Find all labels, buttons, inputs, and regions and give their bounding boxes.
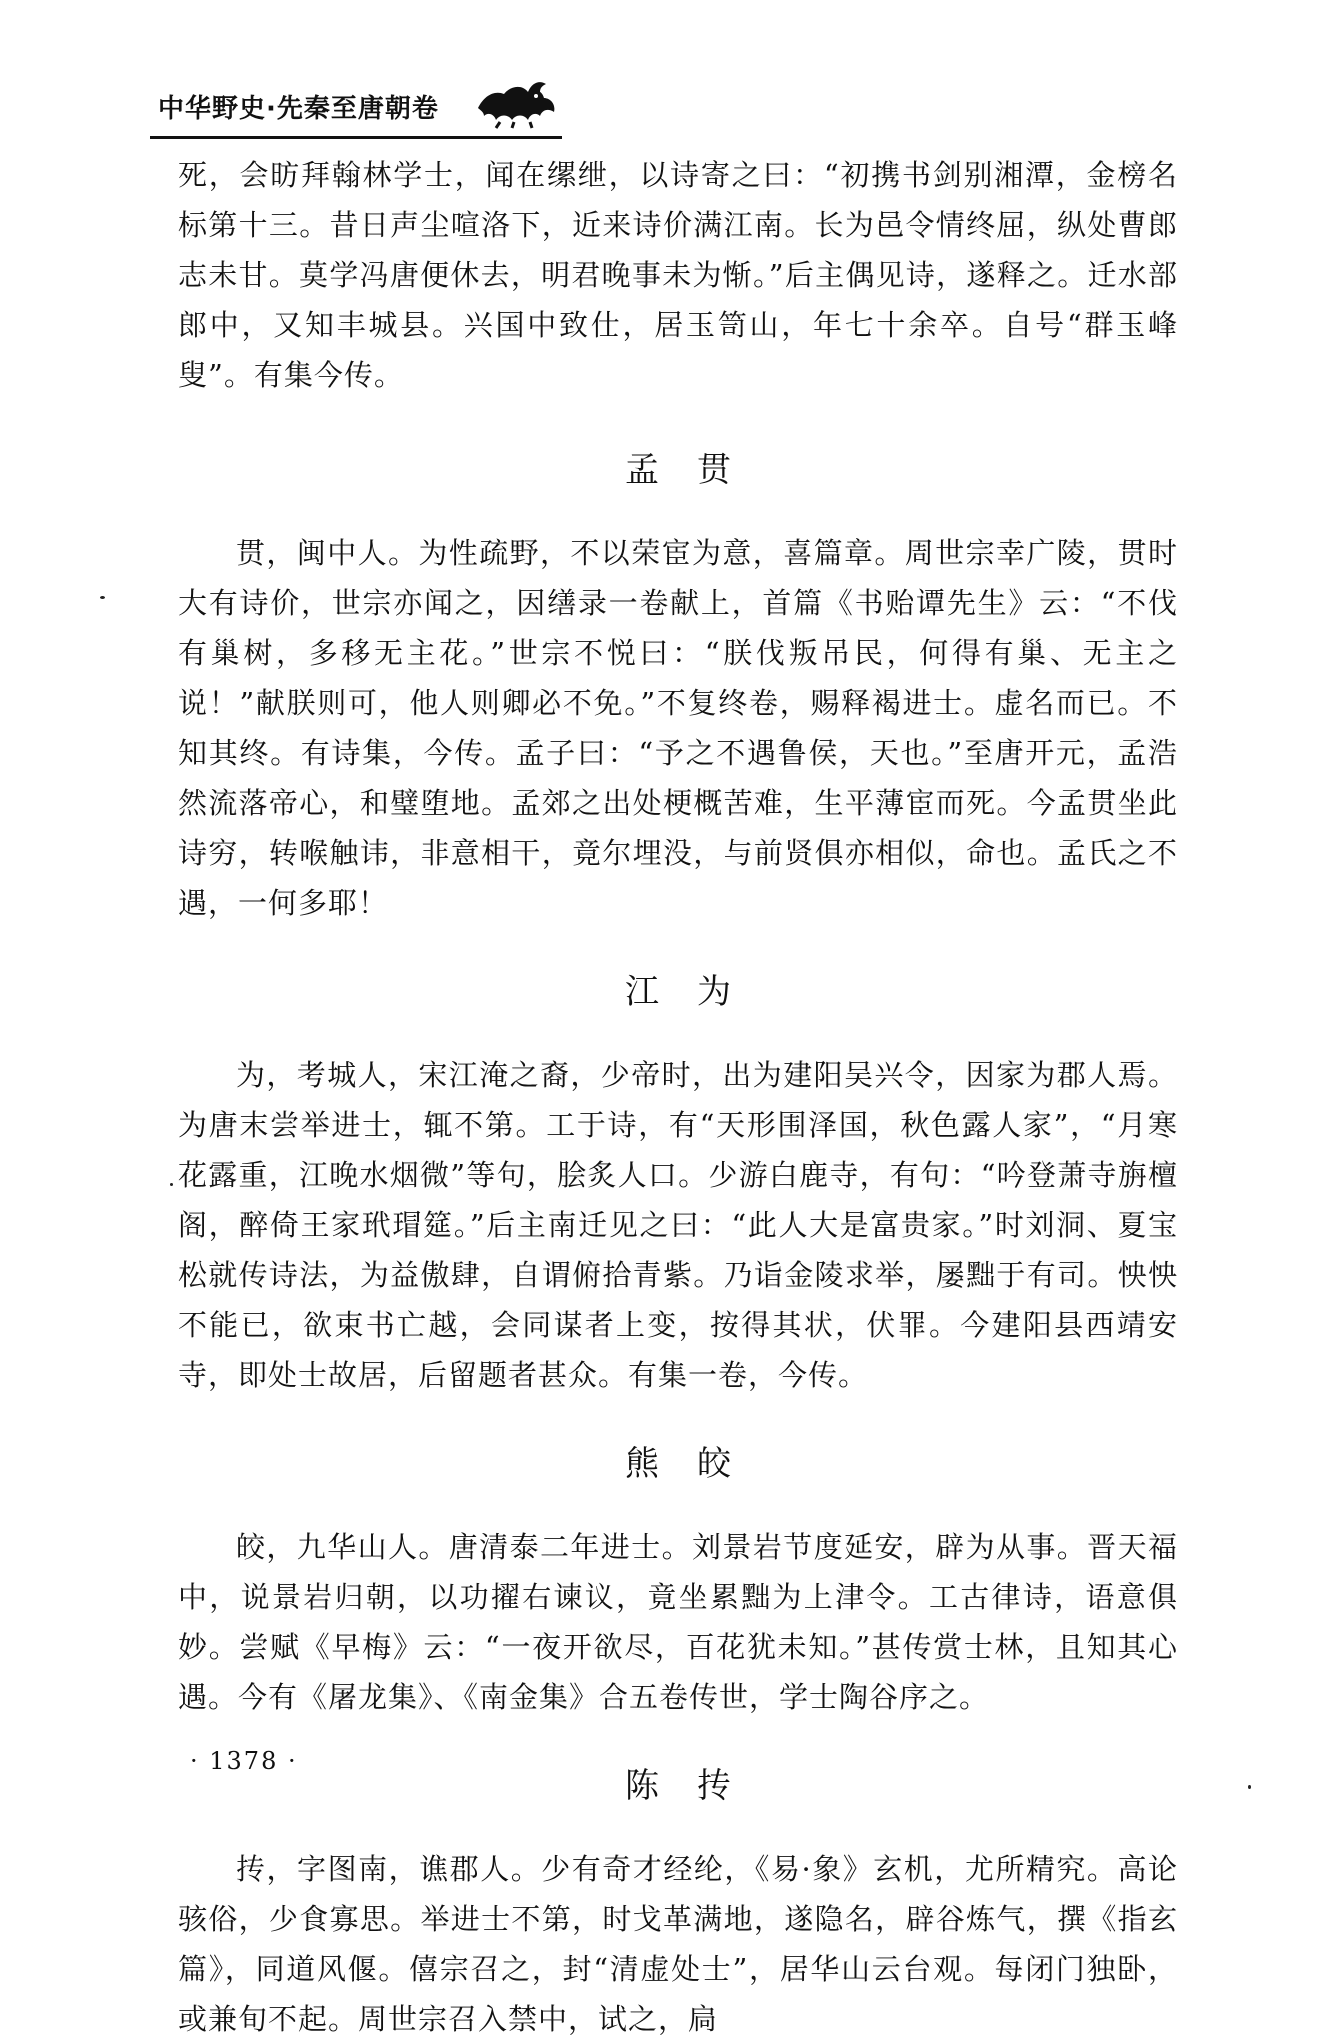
dragon-emblem-icon — [470, 78, 566, 130]
page-header — [150, 84, 560, 132]
page-content — [178, 150, 1178, 2044]
intro-paragraph: 死，会昉拜翰林学士，闻在缧绁，以诗寄之曰：“初携书剑别湘潭，金榜名标第十三。昔日声尘喧洛下，近来诗价满江南。长为邑令情终屈，纵处曹郎志未甘。莫学冯唐便休去，明君晚事未为惭。”后主偶见诗，遂释之。迁水部郎中，又知丰城县。兴国中致仕，居玉笥山，年七十余卒。自号“群玉峰叟”。有集今传。 — [178, 158, 1178, 392]
section-body: 贯，闽中人。为性疏野，不以荣宦为意，喜篇章。周世宗幸广陵，贯时大有诗价，世宗亦闻之，因缮录一卷献上，首篇《书贻谭先生》云：“不伐有巢树，多移无主花。”世宗不悦曰：“朕伐叛吊民，何得有巢、无主之说！”献朕则可，他人则卿必不免。”不复终卷，赐释褐进士。虚名而已。不知其终。有诗集，今传。孟子曰：“予之不遇鲁侯，天也。”至唐开元，孟浩然流落帝心，和璧堕地。孟郊之出处梗概苦难，生平薄宦而死。今孟贯坐此诗穷，转喉触讳，非意相干，竟尔埋没，与前贤俱亦相似，命也。孟氏之不遇，一何多耶！ — [178, 536, 1178, 920]
page-number: · 1378 · — [190, 1747, 298, 1775]
section-body: 为，考城人，宋江淹之裔，少帝时，出为建阳吴兴令，因家为郡人焉。为唐末尝举进士，辄不第。工于诗，有“天形围泽国，秋色露人家”，“月寒花露重，江晚水烟微”等句，脍炙人口。少游白鹿寺，有句：“吟登萧寺旃檀阁，醉倚王家玳瑁筵。”后主南迁见之曰：“此人大是富贵家。”时刘洞、夏宝松就传诗法，为益傲肆，自谓俯拾青紫。乃诣金陵求举，屡黜于有司。怏怏不能已，欲束书亡越，会同谋者上变，按得其状，伏罪。今建阳县西靖安寺，即处士故居，后留题者甚众。有集一卷，今传。 — [178, 1058, 1178, 1392]
section-body: 抟，字图南，谯郡人。少有奇才经纶，《易·象》玄机，尤所精究。高论骇俗，少食寡思。举进士不第，时戈革满地，遂隐名，辟谷炼气，撰《指玄篇》，同道风偃。僖宗召之，封“清虚处士”，居华山云台观。每闭门独卧，或兼旬不起。周世宗召入禁中，试之，扃 — [178, 1852, 1178, 2036]
book-title: 中华野史·先秦至唐朝卷 — [158, 94, 439, 124]
scan-speck — [170, 1183, 173, 1186]
section-title: 陈抟 — [625, 1766, 769, 1806]
header-rule — [150, 136, 562, 139]
section-title: 孟贯 — [625, 450, 769, 490]
section-body: 皎，九华山人。唐清泰二年进士。刘景岩节度延安，辟为从事。晋天福中，说景岩归朝，以功擢右谏议，竟坐累黜为上津令。工古律诗，语意俱妙。尝赋《早梅》云：“一夜开欲尽，百花犹未知。”甚传赏士林，且知其心遇。今有《屠龙集》、《南金集》合五卷传世，学士陶谷序之。 — [178, 1530, 1178, 1714]
scan-speck — [100, 596, 105, 599]
section-title: 熊皎 — [625, 1444, 769, 1484]
scan-speck — [1248, 1785, 1251, 1789]
section-title: 江为 — [625, 972, 769, 1012]
